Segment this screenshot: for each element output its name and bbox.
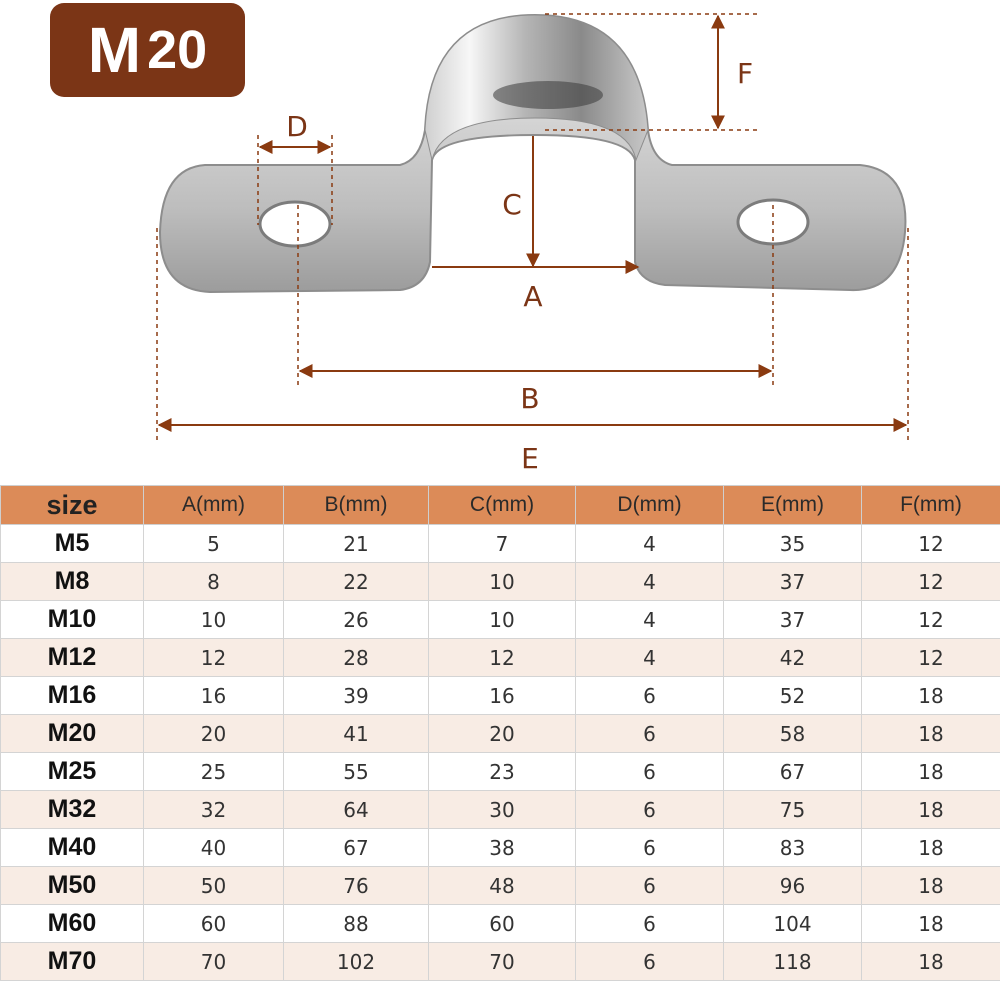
cell-b: 76 <box>284 867 429 905</box>
cell-e: 104 <box>724 905 862 943</box>
table-row <box>1 753 1000 791</box>
header-b: B(mm) <box>284 486 429 525</box>
pipe-clamp-diagram <box>0 0 1000 480</box>
cell-d: 4 <box>576 639 724 677</box>
cell-d: 6 <box>576 715 724 753</box>
cell-b: 21 <box>284 525 429 563</box>
cell-size: M40 <box>1 829 144 867</box>
cell-size: M16 <box>1 677 144 715</box>
cell-b: 28 <box>284 639 429 677</box>
cell-e: 58 <box>724 715 862 753</box>
cell-a: 5 <box>144 525 284 563</box>
table-row <box>1 829 1000 867</box>
cell-e: 118 <box>724 943 862 981</box>
cell-c: 16 <box>429 677 576 715</box>
cell-size: M70 <box>1 943 144 981</box>
cell-size: M32 <box>1 791 144 829</box>
cell-e: 35 <box>724 525 862 563</box>
dimension-c-label: C <box>502 188 522 221</box>
cell-b: 39 <box>284 677 429 715</box>
header-size: size <box>1 486 144 525</box>
cell-size: M50 <box>1 867 144 905</box>
cell-size: M10 <box>1 601 144 639</box>
cell-size: M5 <box>1 525 144 563</box>
arch-shine <box>493 81 603 109</box>
cell-b: 26 <box>284 601 429 639</box>
cell-b: 41 <box>284 715 429 753</box>
cell-a: 8 <box>144 563 284 601</box>
cell-a: 60 <box>144 905 284 943</box>
cell-c: 23 <box>429 753 576 791</box>
cell-b: 55 <box>284 753 429 791</box>
model-letter: M <box>88 18 141 82</box>
dimension-f-label: F <box>737 57 753 90</box>
header-e: E(mm) <box>724 486 862 525</box>
cell-size: M25 <box>1 753 144 791</box>
header-d: D(mm) <box>576 486 724 525</box>
cell-e: 42 <box>724 639 862 677</box>
cell-c: 7 <box>429 525 576 563</box>
cell-c: 38 <box>429 829 576 867</box>
table-row <box>1 867 1000 905</box>
table-row <box>1 791 1000 829</box>
cell-f: 12 <box>862 563 1000 601</box>
cell-a: 25 <box>144 753 284 791</box>
cell-c: 20 <box>429 715 576 753</box>
cell-d: 6 <box>576 791 724 829</box>
cell-c: 70 <box>429 943 576 981</box>
cell-d: 6 <box>576 867 724 905</box>
cell-f: 18 <box>862 677 1000 715</box>
cell-e: 52 <box>724 677 862 715</box>
cell-e: 37 <box>724 563 862 601</box>
table-row <box>1 715 1000 753</box>
cell-f: 18 <box>862 905 1000 943</box>
cell-d: 6 <box>576 753 724 791</box>
cell-c: 48 <box>429 867 576 905</box>
cell-a: 32 <box>144 791 284 829</box>
cell-c: 60 <box>429 905 576 943</box>
cell-f: 12 <box>862 525 1000 563</box>
table-row <box>1 563 1000 601</box>
cell-f: 18 <box>862 791 1000 829</box>
cell-e: 37 <box>724 601 862 639</box>
table-row <box>1 601 1000 639</box>
cell-b: 102 <box>284 943 429 981</box>
cell-b: 88 <box>284 905 429 943</box>
cell-f: 12 <box>862 601 1000 639</box>
table-body <box>1 525 1000 981</box>
cell-c: 12 <box>429 639 576 677</box>
dimension-e-label: E <box>521 442 539 475</box>
table-row <box>1 677 1000 715</box>
cell-size: M60 <box>1 905 144 943</box>
cell-size: M12 <box>1 639 144 677</box>
cell-b: 67 <box>284 829 429 867</box>
dimension-b-label: B <box>520 382 539 415</box>
cell-c: 10 <box>429 563 576 601</box>
cell-d: 6 <box>576 677 724 715</box>
cell-a: 70 <box>144 943 284 981</box>
cell-d: 6 <box>576 829 724 867</box>
cell-size: M20 <box>1 715 144 753</box>
cell-f: 18 <box>862 753 1000 791</box>
cell-a: 40 <box>144 829 284 867</box>
cell-e: 67 <box>724 753 862 791</box>
cell-b: 64 <box>284 791 429 829</box>
header-a: A(mm) <box>144 486 284 525</box>
header-c: C(mm) <box>429 486 576 525</box>
left-mounting-hole <box>260 202 330 246</box>
cell-f: 18 <box>862 867 1000 905</box>
cell-f: 18 <box>862 943 1000 981</box>
cell-e: 83 <box>724 829 862 867</box>
table-header-row <box>1 486 1000 525</box>
table-row <box>1 639 1000 677</box>
cell-e: 96 <box>724 867 862 905</box>
cell-d: 4 <box>576 601 724 639</box>
cell-f: 18 <box>862 715 1000 753</box>
cell-a: 10 <box>144 601 284 639</box>
cell-b: 22 <box>284 563 429 601</box>
cell-d: 4 <box>576 563 724 601</box>
cell-size: M8 <box>1 563 144 601</box>
table-row <box>1 525 1000 563</box>
cell-c: 10 <box>429 601 576 639</box>
dimension-a-label: A <box>523 280 542 313</box>
cell-d: 4 <box>576 525 724 563</box>
table-row <box>1 905 1000 943</box>
cell-a: 16 <box>144 677 284 715</box>
cell-d: 6 <box>576 905 724 943</box>
dimension-d-label: D <box>286 110 308 143</box>
cell-a: 50 <box>144 867 284 905</box>
header-f: F(mm) <box>862 486 1000 525</box>
cell-f: 12 <box>862 639 1000 677</box>
cell-f: 18 <box>862 829 1000 867</box>
model-number: 20 <box>147 23 207 77</box>
size-specification-table <box>0 485 1000 981</box>
cell-e: 75 <box>724 791 862 829</box>
table-row <box>1 943 1000 981</box>
cell-a: 20 <box>144 715 284 753</box>
cell-a: 12 <box>144 639 284 677</box>
cell-d: 6 <box>576 943 724 981</box>
cell-c: 30 <box>429 791 576 829</box>
